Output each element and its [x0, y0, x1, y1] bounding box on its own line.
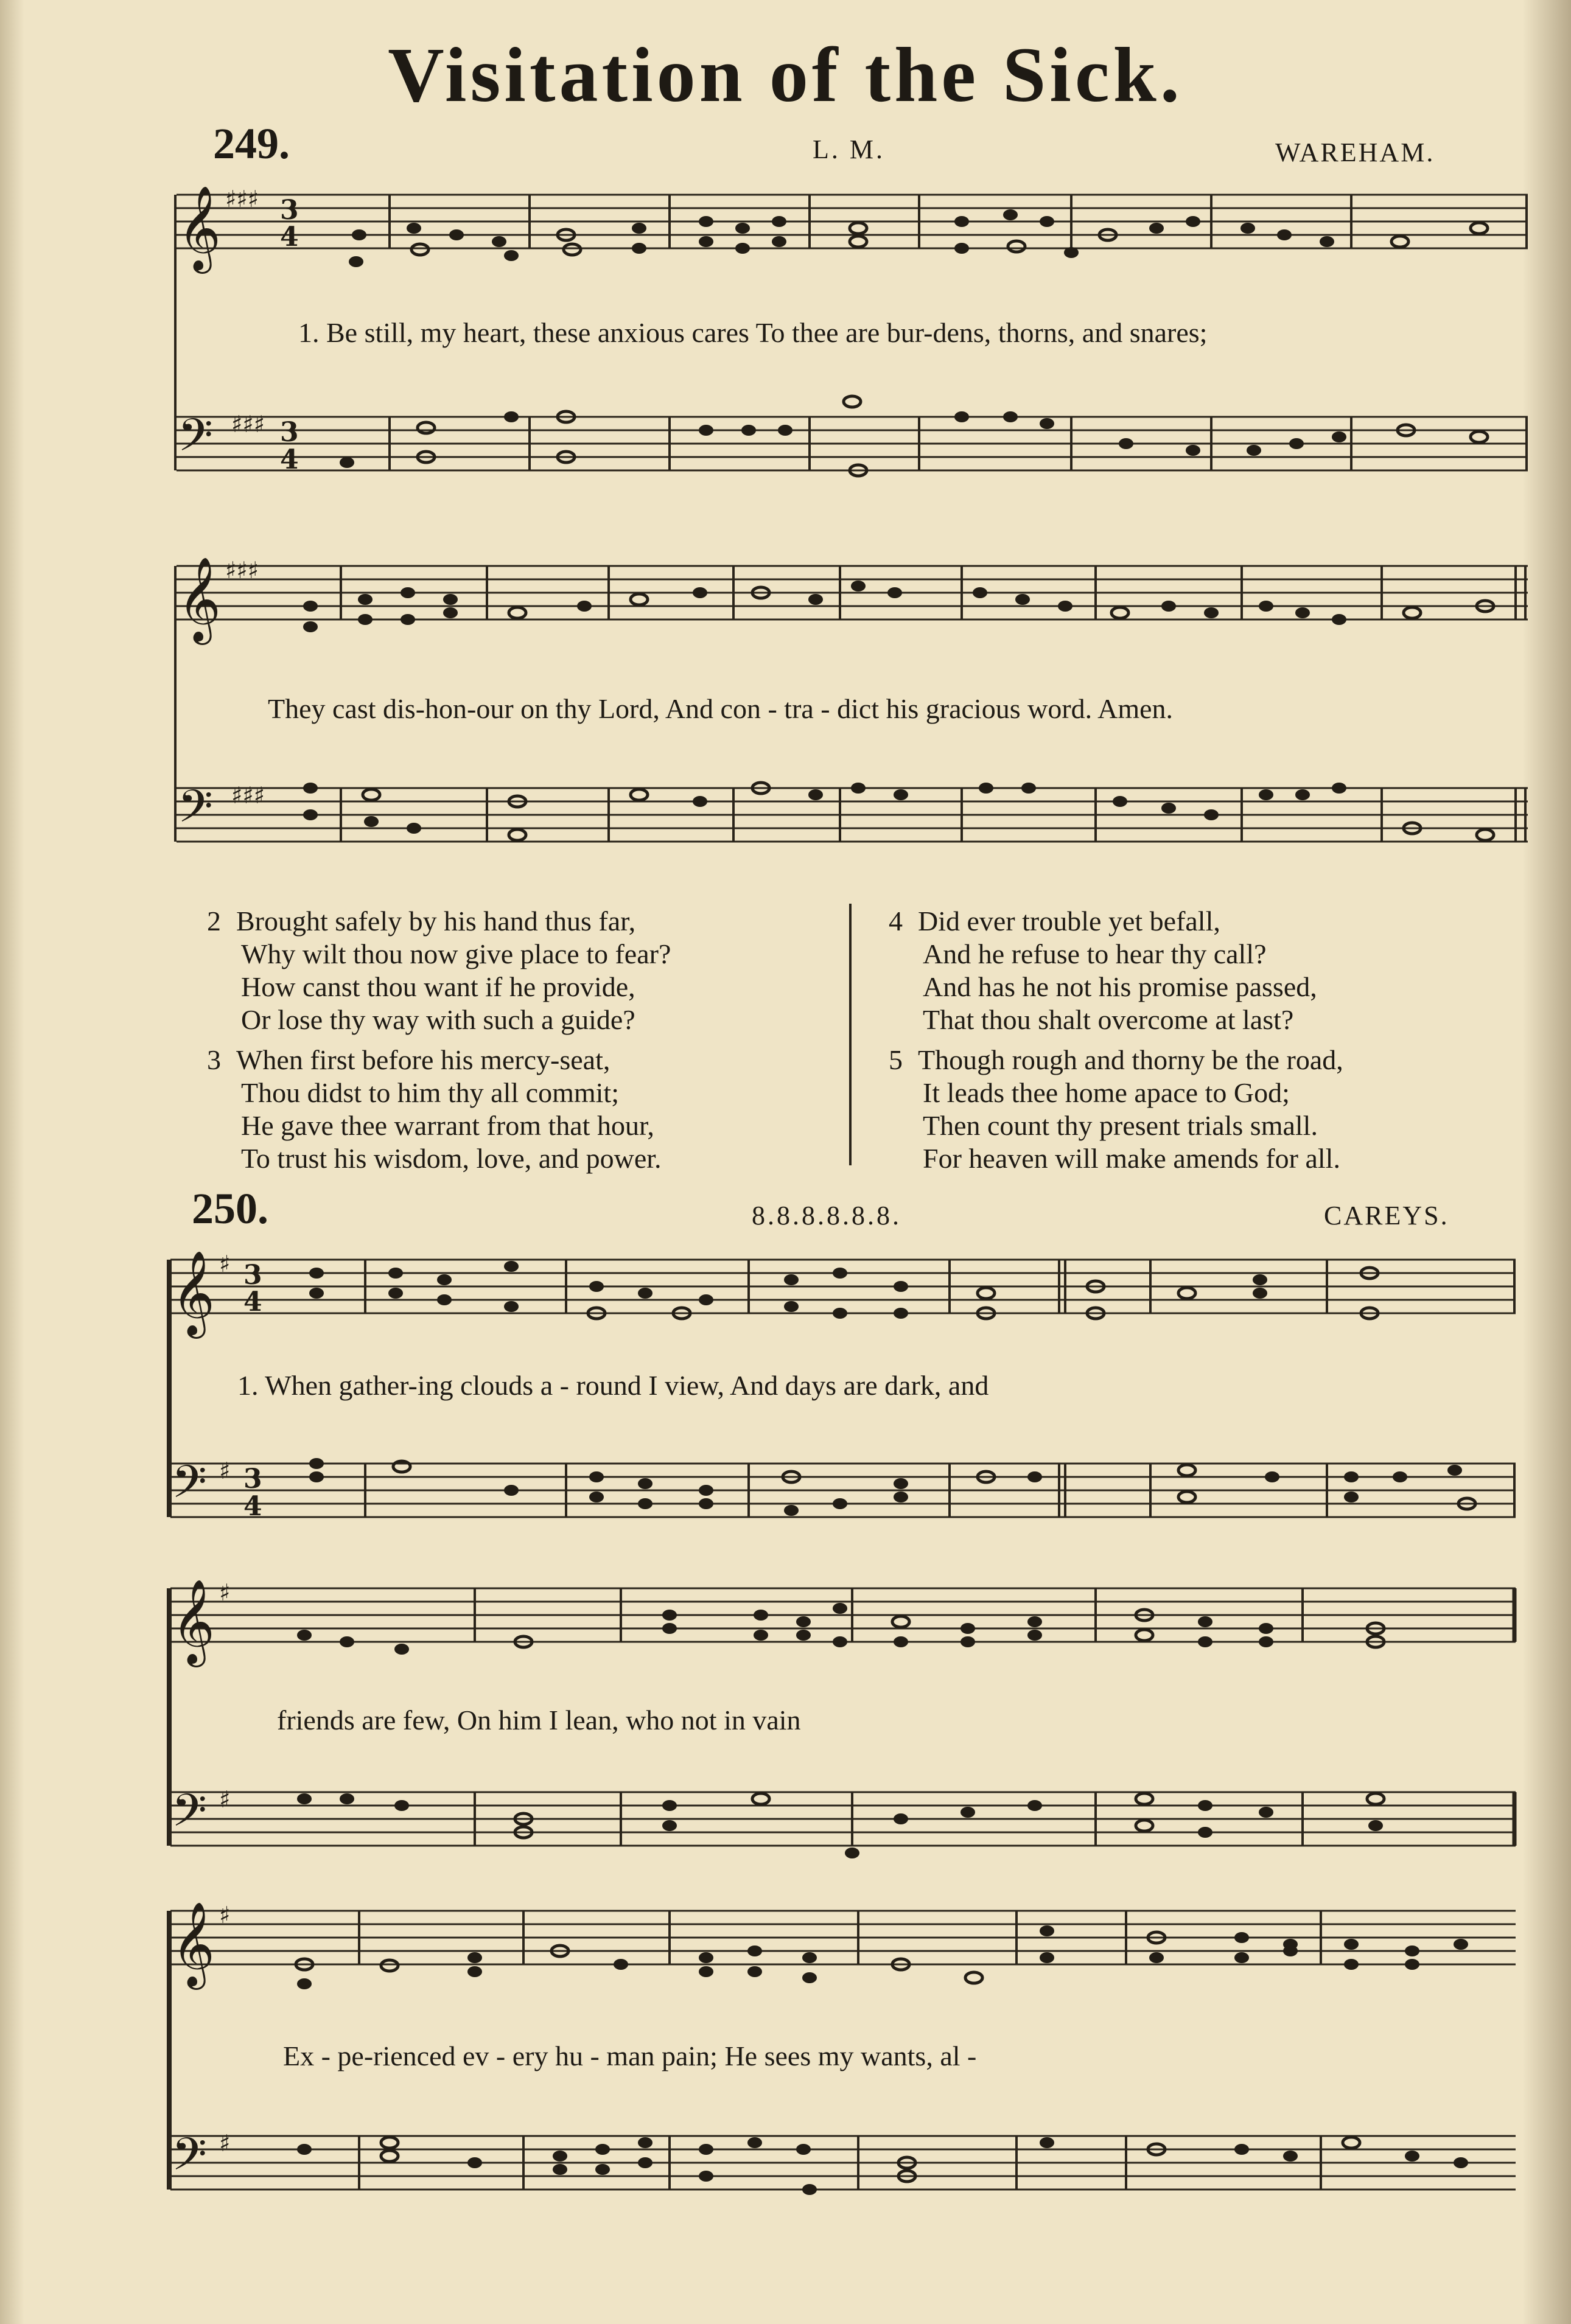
treble-staff [170, 1901, 1516, 1990]
verse-line: For heaven will make amends for all. [923, 1143, 1340, 1174]
verse-line: Or lose thy way with such a guide? [241, 1004, 635, 1035]
verse-line: Brought safely by his hand thus far, [236, 906, 636, 937]
time-signature-icon: 4 [280, 444, 299, 475]
column-divider [849, 904, 852, 1165]
bass-staff [170, 1784, 1516, 1848]
lyric-line: Ex - pe-rienced ev - ery hu - man pain; He sees my wants, al - [283, 2040, 977, 2071]
lyric-line: 1. When gather-ing clouds a - round I view, And days are dark, and [237, 1370, 989, 1401]
hymn-tune: CAREYS. [1324, 1201, 1449, 1230]
bass-clef-icon: 𝄢 [172, 1456, 207, 1520]
hymn-meter: L. M. [813, 134, 885, 164]
bass-clef-icon: 𝄢 [178, 409, 213, 473]
time-signature-icon: 3 [243, 1260, 262, 1291]
treble-staff [177, 556, 1528, 645]
verse-line: Why wilt thou now give place to fear? [241, 938, 671, 969]
verse-number: 4 [889, 906, 903, 937]
verse-line: It leads thee home apace to God; [923, 1077, 1290, 1108]
treble-clef-icon: 𝄞 [172, 1251, 215, 1335]
time-signature-icon: 3 [280, 417, 299, 448]
verse-number: 3 [207, 1044, 221, 1075]
treble-staff [170, 1579, 1516, 1667]
key-signature-icon: ♯ [219, 1785, 231, 1813]
verse-block [207, 905, 671, 1175]
bass-staff [170, 2128, 1516, 2192]
bass-clef-icon: 𝄢 [172, 2128, 207, 2192]
verse-line: Thou didst to him thy all commit; [241, 1077, 619, 1108]
lyric-line: They cast dis-hon-our on thy Lord, And con - tra - dict his gracious word. Amen. [268, 693, 1174, 724]
time-signature-icon: 4 [243, 1286, 262, 1317]
hymn-number: 249. [213, 119, 290, 168]
verse-number: 5 [889, 1044, 903, 1075]
verse-line: Though rough and thorny be the road, [918, 1044, 1343, 1075]
treble-staff [177, 185, 1528, 274]
treble-clef-icon: 𝄞 [178, 186, 221, 270]
key-signature-icon: ♯ [219, 1457, 231, 1484]
verse-line: That thou shalt overcome at last? [923, 1004, 1294, 1035]
time-signature-icon: 3 [243, 1464, 262, 1495]
key-signature-icon: ♯♯♯ [225, 556, 259, 584]
key-signature-icon: ♯ [219, 1579, 231, 1606]
verse-line: And he refuse to hear thy call? [923, 938, 1267, 969]
verse-line: When first before his mercy-seat, [236, 1044, 611, 1075]
time-signature-icon: 4 [280, 222, 299, 253]
bass-staff [170, 1456, 1516, 1522]
time-signature-icon: 3 [280, 195, 299, 226]
key-signature-icon: ♯ [219, 1250, 231, 1277]
verse-line: Then count thy present trials small. [923, 1110, 1318, 1141]
lyric-line: 1. Be still, my heart, these anxious cares To thee are bur-dens, thorns, and snares; [298, 317, 1208, 348]
hymn-number: 250. [192, 1184, 268, 1233]
bass-clef-icon: 𝄢 [178, 780, 213, 844]
verse-line: He gave thee warrant from that hour, [241, 1110, 654, 1141]
hymn-meter: 8.8.8.8.8.8. [752, 1201, 901, 1230]
bass-clef-icon: 𝄢 [172, 1784, 207, 1848]
treble-clef-icon: 𝄞 [172, 1902, 215, 1986]
verse-block [889, 905, 1343, 1175]
verse-line: To trust his wisdom, love, and power. [241, 1143, 662, 1174]
verse-line: Did ever trouble yet befall, [918, 906, 1220, 937]
time-signature-icon: 4 [243, 1491, 262, 1522]
hymn-tune: WAREHAM. [1275, 138, 1435, 167]
verse-line: How canst thou want if he provide, [241, 971, 635, 1002]
treble-staff [170, 1250, 1516, 1339]
treble-clef-icon: 𝄞 [178, 557, 221, 641]
page-edge-shadow-left [0, 0, 24, 2324]
verse-line: And has he not his promise passed, [923, 971, 1317, 1002]
key-signature-icon: ♯♯♯ [231, 781, 265, 809]
page-title: Visitation of the Sick. [388, 32, 1183, 118]
verse-number: 2 [207, 906, 221, 937]
key-signature-icon: ♯ [219, 1901, 231, 1928]
key-signature-icon: ♯ [219, 2129, 231, 2157]
treble-clef-icon: 𝄞 [172, 1579, 215, 1664]
lyric-line: friends are few, On him I lean, who not in vain [277, 1705, 801, 1736]
key-signature-icon: ♯♯♯ [231, 410, 265, 438]
key-signature-icon: ♯♯♯ [225, 185, 259, 212]
